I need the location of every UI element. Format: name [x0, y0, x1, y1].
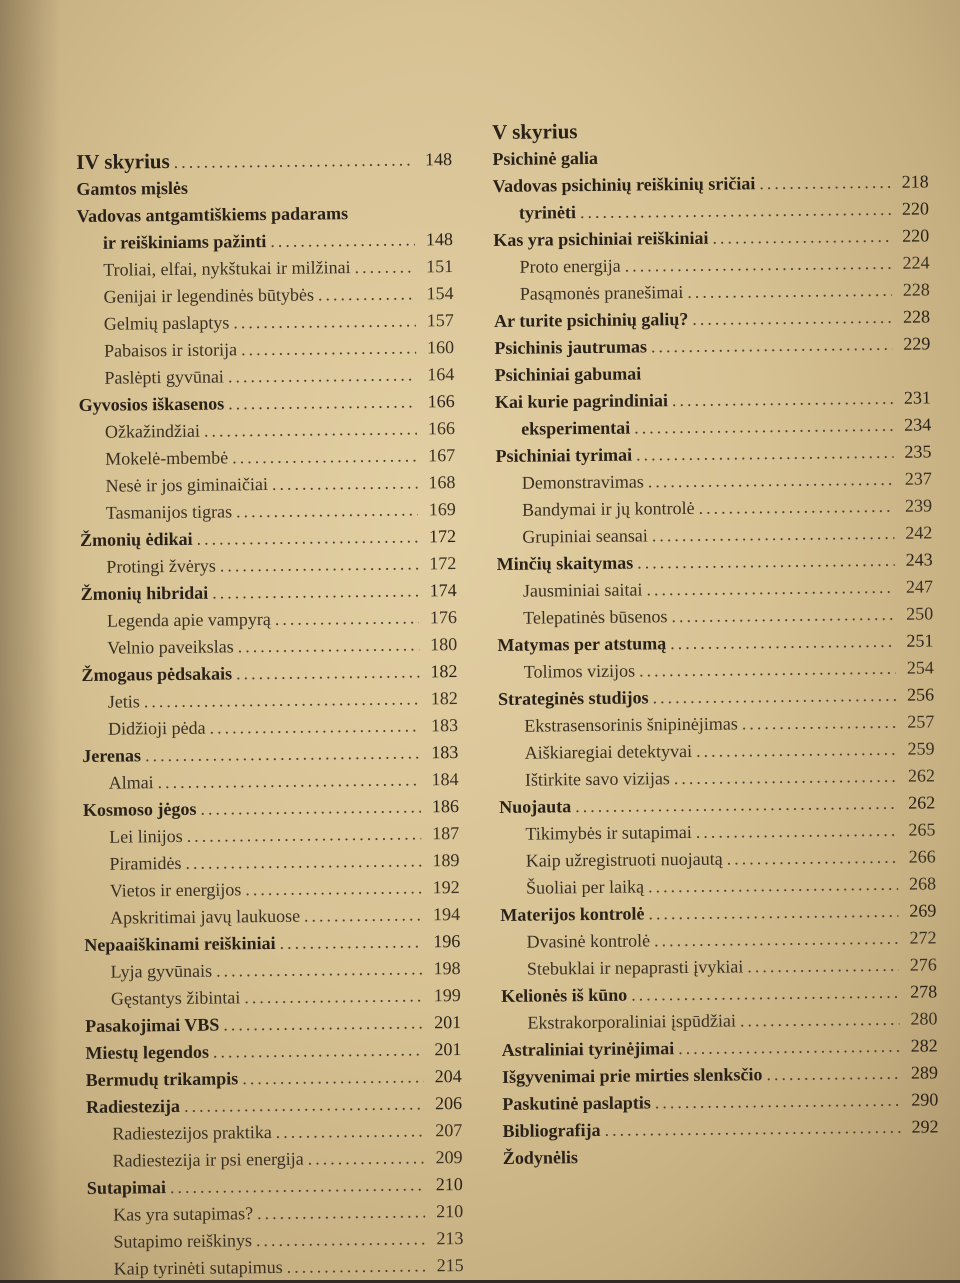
toc-entry	[80, 550, 456, 581]
toc-entry-title: Nepaaiškinami reiškiniai	[84, 930, 275, 959]
toc-entry-page-number: 210	[429, 1171, 463, 1198]
toc-entry-title: Vietos ir energijos	[110, 876, 242, 904]
toc-entry	[86, 1063, 462, 1094]
toc-entry-title: Troliai, elfai, nykštukai ir milžinai	[103, 254, 351, 284]
toc-entry-title: Astraliniai tyrinėjimai	[502, 1035, 675, 1064]
toc-entry	[86, 1090, 462, 1121]
toc-entry-page-number: 220	[895, 222, 929, 249]
toc-entry-page-number: 151	[419, 253, 453, 280]
toc-entry-title: Strateginės studijos	[498, 684, 649, 713]
leader-dots	[256, 1225, 426, 1254]
leader-dots	[236, 496, 418, 525]
leader-dots	[604, 1114, 900, 1144]
toc-entry-title: Gyvosios iškasenos	[79, 390, 225, 419]
toc-entry-title: Žmonių ėdikai	[80, 526, 193, 554]
toc-entry-title: Telepatinės būsenos	[523, 603, 667, 632]
toc-entry-title: Materijos kontrolė	[500, 900, 644, 929]
toc-entry	[77, 253, 453, 284]
leader-dots	[674, 763, 897, 792]
leader-dots	[696, 736, 897, 765]
toc-entry-page-number: 183	[424, 739, 458, 766]
leader-dots	[687, 277, 892, 306]
toc-entry	[81, 604, 457, 635]
toc-entry-page-number: 265	[901, 816, 935, 843]
toc-entry-page-number: 176	[423, 604, 457, 631]
toc-entry-page-number: 247	[899, 573, 933, 600]
toc-entry-title: Kas yra sutapimas?	[113, 1200, 253, 1228]
leader-dots	[648, 871, 898, 901]
toc-entry	[83, 847, 459, 878]
toc-entry-page-number: 192	[426, 874, 460, 901]
toc-entry-page-number: 280	[903, 1005, 937, 1032]
toc-entry	[81, 577, 457, 608]
page-gutter-shadow	[0, 0, 60, 1280]
toc-entry-title: Almai	[108, 769, 153, 796]
toc-entry-title: Kas yra psichiniai reiškiniai	[493, 225, 708, 254]
leader-dots	[242, 1063, 424, 1092]
toc-entry-page-number: 180	[423, 631, 457, 658]
toc-entry-title: Vadovas psichinių reiškinių sričiai	[493, 170, 756, 200]
toc-entry-page-number: 213	[429, 1225, 463, 1252]
leader-dots	[232, 442, 417, 471]
toc-entry	[78, 307, 454, 338]
toc-entry	[81, 658, 457, 689]
toc-entry-title: Mokelė-mbembė	[105, 444, 228, 472]
toc-entry	[84, 874, 460, 905]
toc-entry-page-number: 259	[900, 735, 934, 762]
leader-dots	[652, 682, 896, 712]
chapter-title: V skyrius	[492, 119, 578, 144]
leader-dots	[238, 631, 420, 660]
toc-entry-page-number: 228	[896, 303, 930, 330]
toc-entry-title: Genijai ir legendinės būtybės	[103, 282, 314, 311]
leader-dots	[213, 1036, 424, 1065]
toc-entry-title: Žodynėlis	[503, 1144, 578, 1172]
toc-entry-title: Kaip užregistruoti nuojautą	[526, 846, 723, 875]
toc-entry	[87, 1171, 463, 1202]
toc-entry-page-number: 167	[421, 442, 455, 469]
leader-dots	[759, 169, 891, 197]
leader-dots	[354, 253, 415, 281]
leader-dots	[712, 223, 891, 252]
toc-entry	[77, 199, 453, 230]
toc-entry	[80, 496, 456, 527]
leader-dots	[696, 817, 898, 846]
toc-entry-page-number: 182	[424, 685, 458, 712]
toc-entry-page-number: 172	[422, 523, 456, 550]
leader-dots	[170, 1171, 425, 1201]
toc-entry-title: Pasakojimai VBS	[85, 1012, 219, 1040]
toc-entry-title: Nuojauta	[499, 793, 571, 821]
leader-dots	[766, 1060, 900, 1088]
toc-entry	[84, 901, 460, 932]
toc-entry-page-number: 234	[897, 411, 931, 438]
toc-entry-title: Radiestezija	[86, 1093, 180, 1121]
toc-entry-page-number: 209	[428, 1144, 462, 1171]
toc-entry	[502, 1113, 938, 1145]
toc-entry-page-number: 220	[895, 195, 929, 222]
leader-dots	[200, 793, 421, 822]
toc-entry-page-number: 201	[427, 1036, 461, 1063]
toc-entry-title: eksperimentai	[521, 415, 630, 443]
toc-entry	[77, 226, 453, 257]
toc-entry	[87, 1225, 463, 1256]
leader-dots	[625, 250, 892, 280]
leader-dots	[648, 466, 894, 496]
toc-entry-title: Tolimos vizijos	[524, 658, 636, 686]
toc-entry-title: Ar turite psichinių galių?	[494, 306, 688, 335]
toc-entry	[81, 631, 457, 662]
toc-entry-title: Kelionės iš kūno	[501, 982, 627, 1010]
toc-entry	[85, 982, 461, 1013]
leader-dots	[157, 766, 420, 796]
toc-entry-title: Sutapimai	[87, 1174, 166, 1202]
leader-dots	[174, 146, 415, 175]
toc-entry	[76, 172, 452, 203]
toc-entry-title: Apskritimai javų laukuose	[110, 903, 300, 932]
leader-dots	[651, 331, 893, 361]
toc-entry-title: Kaip tyrinėti sutapimus	[114, 1254, 283, 1283]
toc-entry-title: Jetis	[108, 688, 140, 715]
leader-dots	[223, 1009, 423, 1038]
leader-dots	[636, 439, 894, 469]
toc-entry-title: Bandymai ir jų kontrolė	[522, 495, 695, 524]
leader-dots	[279, 928, 422, 956]
toc-entry-title: Aiškiaregiai detektyvai	[524, 738, 692, 767]
leader-dots	[184, 1090, 424, 1120]
toc-entry-page-number: 272	[902, 924, 936, 951]
toc-entry	[82, 712, 458, 743]
leader-dots	[272, 469, 418, 498]
leader-dots	[646, 574, 895, 604]
leader-dots	[580, 196, 891, 226]
leader-dots	[185, 847, 421, 876]
leader-dots	[244, 982, 423, 1011]
chapter-page-number: 148	[418, 146, 452, 172]
toc-entry-page-number: 199	[427, 982, 461, 1009]
toc-entry	[88, 1252, 464, 1283]
toc-entry-page-number: 228	[896, 276, 930, 303]
toc-entry-page-number: 160	[420, 334, 454, 361]
toc-entry-title: tyrinėti	[519, 199, 576, 227]
toc-entry-page-number: 187	[425, 820, 459, 847]
leader-dots	[648, 898, 898, 928]
toc-entry-page-number: 207	[428, 1117, 462, 1144]
toc-entry-page-number: 215	[430, 1252, 464, 1279]
leader-dots	[671, 601, 895, 630]
toc-entry-title: Kai kurie pagrindiniai	[495, 387, 668, 416]
toc-entry-title: Tikimybės ir sutapimai	[525, 819, 692, 848]
leader-dots	[652, 520, 895, 550]
toc-entry-page-number: 229	[896, 330, 930, 357]
toc-entry-title: Radiestezija ir psi energija	[112, 1146, 303, 1175]
leader-dots	[575, 790, 897, 820]
leader-dots	[287, 1252, 426, 1280]
toc-entry	[78, 334, 454, 365]
toc-entry-title: Ištirkite savo vizijas	[525, 765, 670, 794]
toc-entry	[79, 388, 455, 419]
leader-dots	[742, 709, 897, 738]
leader-dots	[212, 577, 419, 606]
toc-entry-title: Sutapimo reiškinys	[113, 1227, 252, 1255]
leader-dots	[740, 1006, 900, 1035]
leader-dots	[304, 901, 422, 929]
toc-entry-page-number: 289	[904, 1059, 938, 1086]
toc-entry-title: Psichiniai gabumai	[495, 360, 642, 389]
toc-entry-title: Kosmoso jėgos	[83, 796, 197, 824]
leader-dots	[204, 415, 417, 444]
toc-entries-left	[76, 172, 464, 1283]
toc-entry-title: Lyja gyvūnais	[110, 958, 212, 986]
toc-entry-page-number: 174	[422, 577, 456, 604]
toc-entry-title: ir reiškiniams pažinti	[103, 228, 267, 257]
toc-entry-page-number: 204	[428, 1063, 462, 1090]
toc-entry	[83, 793, 459, 824]
toc-entry-title: Velnio paveikslas	[107, 633, 234, 661]
toc-entry-title: Piramidės	[109, 850, 181, 878]
toc-entry-title: Gelmių paslaptys	[104, 309, 230, 337]
toc-entry-title: Psichiniai tyrimai	[495, 442, 632, 470]
toc-entry	[85, 1036, 461, 1067]
toc-entry-page-number: 237	[898, 465, 932, 492]
leader-dots	[672, 385, 893, 414]
toc-entry-page-number: 182	[423, 658, 457, 685]
leader-dots	[228, 361, 417, 390]
toc-entry-title: Paslėpti gyvūnai	[104, 363, 224, 391]
leader-dots	[692, 304, 892, 333]
toc-entry-page-number: 194	[426, 901, 460, 928]
toc-entry-title: Protingi žvėrys	[106, 553, 216, 581]
toc-entry-title: Didžioji pėda	[108, 715, 206, 743]
toc-entry-title: Ožkažindžiai	[105, 418, 200, 446]
toc-entry-title: Dvasinė kontrolė	[526, 927, 650, 955]
toc-entry-page-number: 239	[898, 492, 932, 519]
chapter-heading-row	[76, 146, 452, 176]
leader-dots	[241, 334, 416, 363]
toc-entry-page-number: 148	[419, 226, 453, 253]
toc-entry-page-number: 235	[897, 438, 931, 465]
toc-entry	[84, 955, 460, 986]
leader-dots	[216, 955, 423, 984]
toc-entry-page-number: 210	[429, 1198, 463, 1225]
toc-entry-title: Bermudų trikampis	[86, 1065, 239, 1094]
leader-dots	[276, 1117, 425, 1146]
toc-entry-page-number: 268	[902, 870, 936, 897]
toc-entry	[494, 330, 930, 362]
leader-dots	[275, 604, 419, 633]
toc-entry-page-number: 183	[424, 712, 458, 739]
toc-entry	[82, 685, 458, 716]
toc-entry-title: Proto energija	[519, 253, 620, 281]
toc-entry	[85, 1009, 461, 1040]
toc-entry	[79, 415, 455, 446]
toc-entry-page-number: 262	[901, 789, 935, 816]
leader-dots	[639, 655, 896, 685]
toc-entry-page-number: 201	[427, 1009, 461, 1036]
toc-entry-title: Jausminiai saitai	[523, 576, 643, 604]
toc-column-right	[492, 115, 939, 1172]
toc-entry-title: Jerenas	[82, 742, 141, 770]
toc-entry-page-number: 169	[422, 496, 456, 523]
leader-dots	[631, 979, 899, 1009]
toc-entry-page-number: 224	[895, 249, 929, 276]
toc-entry-title: Minčių skaitymas	[497, 550, 634, 578]
leader-dots	[270, 226, 415, 255]
toc-entry-page-number: 276	[903, 951, 937, 978]
toc-entry-page-number: 186	[425, 793, 459, 820]
toc-entry	[79, 469, 455, 500]
toc-entry-title: Šuoliai per laiką	[526, 873, 644, 901]
toc-entry-title: Gamtos mįslės	[76, 175, 188, 203]
toc-entry	[86, 1144, 462, 1175]
toc-entry	[82, 739, 458, 770]
toc-entry-page-number: 292	[904, 1113, 938, 1140]
toc-entry-title: Išgyvenimai prie mirties slenksčio	[502, 1061, 763, 1091]
leader-dots	[209, 712, 420, 741]
toc-entry-page-number: 157	[420, 307, 454, 334]
toc-entry-title: Demonstravimas	[522, 468, 644, 496]
toc-entry-page-number: 172	[422, 550, 456, 577]
toc-entry-title: Legenda apie vampyrą	[107, 606, 271, 635]
toc-entry	[83, 820, 459, 851]
toc-entry-title: Ekstrakorporaliniai įspūdžiai	[527, 1007, 736, 1036]
leader-dots	[245, 874, 422, 903]
leader-dots	[144, 685, 420, 715]
toc-entry-title: Žmogaus pėdsakais	[81, 660, 232, 689]
leader-dots	[698, 493, 894, 522]
toc-entry-title: Stebuklai ir nepaprasti įvykiai	[527, 953, 744, 982]
leader-dots	[670, 628, 896, 657]
toc-entry-page-number: 189	[425, 847, 459, 874]
toc-entry	[86, 1117, 462, 1148]
leader-dots	[228, 388, 417, 417]
toc-entry	[84, 928, 460, 959]
leader-dots	[678, 1033, 900, 1062]
toc-entry-page-number: 254	[900, 654, 934, 681]
toc-entry-page-number: 231	[897, 384, 931, 411]
toc-entry-page-number: 198	[426, 955, 460, 982]
toc-entry-page-number: 196	[426, 928, 460, 955]
leader-dots	[233, 307, 416, 336]
toc-entry-page-number: 166	[421, 388, 455, 415]
toc-entry-title: Tasmanijos tigras	[106, 498, 233, 526]
toc-entry-title: Žmonių hibridai	[81, 580, 209, 608]
toc-entry-title: Radiestezijos praktika	[112, 1119, 272, 1148]
toc-entry-title: Psichinė galia	[492, 145, 598, 173]
toc-entry-page-number: 166	[421, 415, 455, 442]
leader-dots	[654, 925, 899, 955]
toc-column-left	[76, 146, 464, 1283]
toc-entry-page-number: 262	[901, 762, 935, 789]
toc-entry-page-number: 154	[419, 280, 453, 307]
toc-entry-title: Psichinis jautrumas	[494, 333, 647, 362]
toc-entry-title: Pabaisos ir istorija	[104, 336, 237, 364]
toc-entry-page-number: 250	[899, 600, 933, 627]
toc-entry-page-number: 206	[428, 1090, 462, 1117]
leader-dots	[236, 658, 420, 687]
toc-entry-page-number: 242	[898, 519, 932, 546]
chapter-title: IV skyrius	[76, 149, 170, 174]
toc-entry	[77, 280, 453, 311]
toc-entry	[82, 766, 458, 797]
toc-entry-title: Matymas per atstumą	[497, 630, 666, 659]
toc-entry-page-number: 256	[900, 681, 934, 708]
toc-entry	[79, 442, 455, 473]
leader-dots	[655, 1087, 901, 1117]
leader-dots	[145, 739, 421, 769]
toc-entry-title: Vadovas antgamtiškiems padarams	[77, 200, 349, 230]
toc-entries-right	[492, 141, 939, 1172]
toc-entry	[80, 523, 456, 554]
leader-dots	[257, 1198, 425, 1227]
leader-dots	[187, 820, 422, 849]
toc-entry-title: Ekstrasensorinis šnipinėjimas	[524, 710, 738, 739]
toc-entry-page-number: 168	[421, 469, 455, 496]
toc-entry-title: Pasąmonės pranešimai	[520, 279, 684, 308]
leader-dots	[634, 412, 893, 442]
toc-entry-page-number: 269	[902, 897, 936, 924]
toc-entry-title: Bibliografija	[502, 1117, 600, 1145]
toc-entry-page-number: 164	[420, 361, 454, 388]
leader-dots	[637, 547, 895, 577]
toc-entry-page-number: 290	[904, 1086, 938, 1113]
leader-dots	[318, 280, 416, 308]
toc-entry-page-number: 266	[902, 843, 936, 870]
toc-entry-page-number: 278	[903, 978, 937, 1005]
toc-entry-title: Gęstantys žibintai	[111, 984, 241, 1012]
toc-entry-title: Miestų legendos	[85, 1039, 209, 1067]
toc-entry-page-number: 282	[904, 1032, 938, 1059]
toc-entry-title: Nesė ir jos giminaičiai	[105, 471, 268, 500]
leader-dots	[727, 844, 898, 873]
toc-entry-page-number: 184	[424, 766, 458, 793]
leader-dots	[308, 1144, 425, 1172]
leader-dots	[747, 952, 899, 981]
toc-entry-title: Lei linijos	[109, 823, 183, 851]
toc-entry-page-number: 257	[900, 708, 934, 735]
toc-entry-title: Grupiniai seansai	[522, 522, 648, 550]
toc-entry-page-number: 218	[895, 168, 929, 195]
toc-entry-title: Paskutinė paslaptis	[502, 1089, 651, 1118]
toc-entry	[87, 1198, 463, 1229]
toc-entry-page-number: 251	[899, 627, 933, 654]
toc-entry	[503, 1140, 939, 1172]
toc-entry-page-number: 243	[898, 546, 932, 573]
leader-dots	[196, 523, 418, 552]
toc-entry	[78, 361, 454, 392]
leader-dots	[220, 550, 419, 579]
